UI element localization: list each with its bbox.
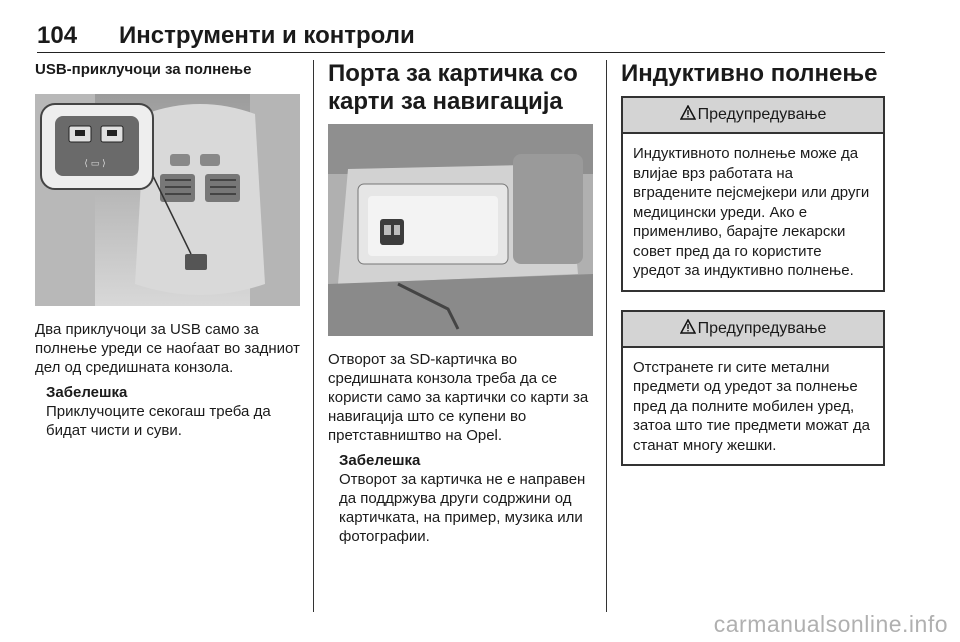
page-section-title: Инструменти и контроли <box>119 22 415 49</box>
column-divider <box>606 60 607 612</box>
note-text: Отворот за картичка не е направен да поддржува други содржини од картичката, на пример, музика или фотографии. <box>339 471 586 545</box>
inductive-charging-heading: Индуктивно полнење <box>621 60 878 87</box>
warning-triangle-icon <box>680 105 696 125</box>
note-title: Забелешка <box>339 452 421 469</box>
watermark: carmanualsonline.info <box>713 611 948 637</box>
warning-header <box>623 312 883 348</box>
usb-note <box>46 383 300 440</box>
sd-card-slot-photo <box>328 124 593 336</box>
usb-body-text: Два приклучоци за USB само за полнење уреди се наоѓаат во задниот дел од средишната конзола. <box>35 321 300 376</box>
column-divider <box>313 60 314 612</box>
warning-triangle-icon <box>680 319 696 339</box>
page-number: 104 <box>37 22 78 49</box>
svg-text:⟨ ▭ ⟩: ⟨ ▭ ⟩ <box>84 159 106 169</box>
warning-box <box>621 96 885 292</box>
warning-text: Отстранете ги сите метални предмети од уредот за полнење пред да полните мобилен уред, затоа што тие предмети можат да станат многу жешки. <box>633 358 870 454</box>
sd-card-heading: Порта за картичка со карти за навигација <box>328 60 578 115</box>
inductive-charging-column <box>621 60 885 484</box>
sd-card-note <box>339 451 593 546</box>
warning-box <box>621 310 885 467</box>
warning-title: Предупредување <box>697 319 827 337</box>
sd-card-body-text: Отворот за SD-картичка во средишната конзола треба да се користи само за картички со карти за навигација што се купени во претставништво на Opel. <box>328 351 589 444</box>
usb-subheading: USB-приклучоци за полнење <box>35 61 252 78</box>
warning-header <box>623 98 883 134</box>
warning-title: Предупредување <box>697 106 827 123</box>
warning-text: Индуктивното полнење може да влијае врз работата на вградените пејсмејкери или други медицински уреди. Ако е применливо, барајте лекарски совет пред да го користите уредот за индуктивно полнење. <box>633 145 870 279</box>
page-header <box>37 20 885 53</box>
note-title: Забелешка <box>46 384 128 401</box>
sd-card-column <box>328 60 593 546</box>
note-text: Приклучоците секогаш треба да бидат чисти и суви. <box>46 403 271 439</box>
usb-column <box>35 60 300 440</box>
usb-ports-photo <box>35 94 300 306</box>
